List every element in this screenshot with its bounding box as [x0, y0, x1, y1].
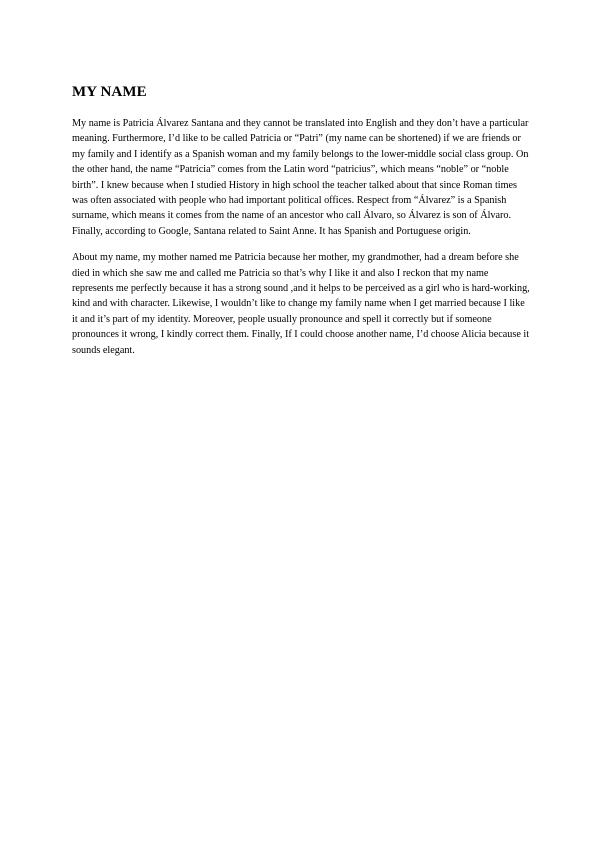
document-title: MY NAME — [72, 84, 147, 100]
document-body — [72, 83, 530, 369]
paragraph-name-origin: My name is Patricia Álvarez Santana and they cannot be translated into English and they don’t have a particular meaning. Furthermore, I’d like to be called Patricia or “Patri” (my name can be shortened) if we are friends or my family and I identify as a Spanish woman and my family belongs to the lower-middle social class group. On the other hand, the name “Patricia” comes from the Latin word “patricius”, which means “noble” or “noble birth”. I knew because when I studied History in high school the teacher talked about that since Roman times was often associated with people who had important political offices. Respect from “Álvarez” is a Spanish surname, which means it comes from the name of an ancestor who call Álvaro, so Álvarez is son of Álvaro. Finally, according to Google, Santana related to Saint Anne. It has Spanish and Portuguese origin. — [72, 118, 529, 237]
paragraph-name-meaning: About my name, my mother named me Patricia because her mother, my grandmother, had a dream before she died in which she saw me and called me Patricia so that’s why I like it and also I reckon that my name represents me perfectly because it has a strong sound ,and it helps to be perceived as a girl who is hard-working, kind and with character. Likewise, I wouldn’t like to change my family name when I get married because I like it and it’s part of my identity. Moreover, people usually pronounce and spell it correctly but if someone pronounces it wrong, I kindly correct them. Finally, If I could choose another name, I’d choose Alicia because it sounds elegant. — [72, 252, 530, 356]
